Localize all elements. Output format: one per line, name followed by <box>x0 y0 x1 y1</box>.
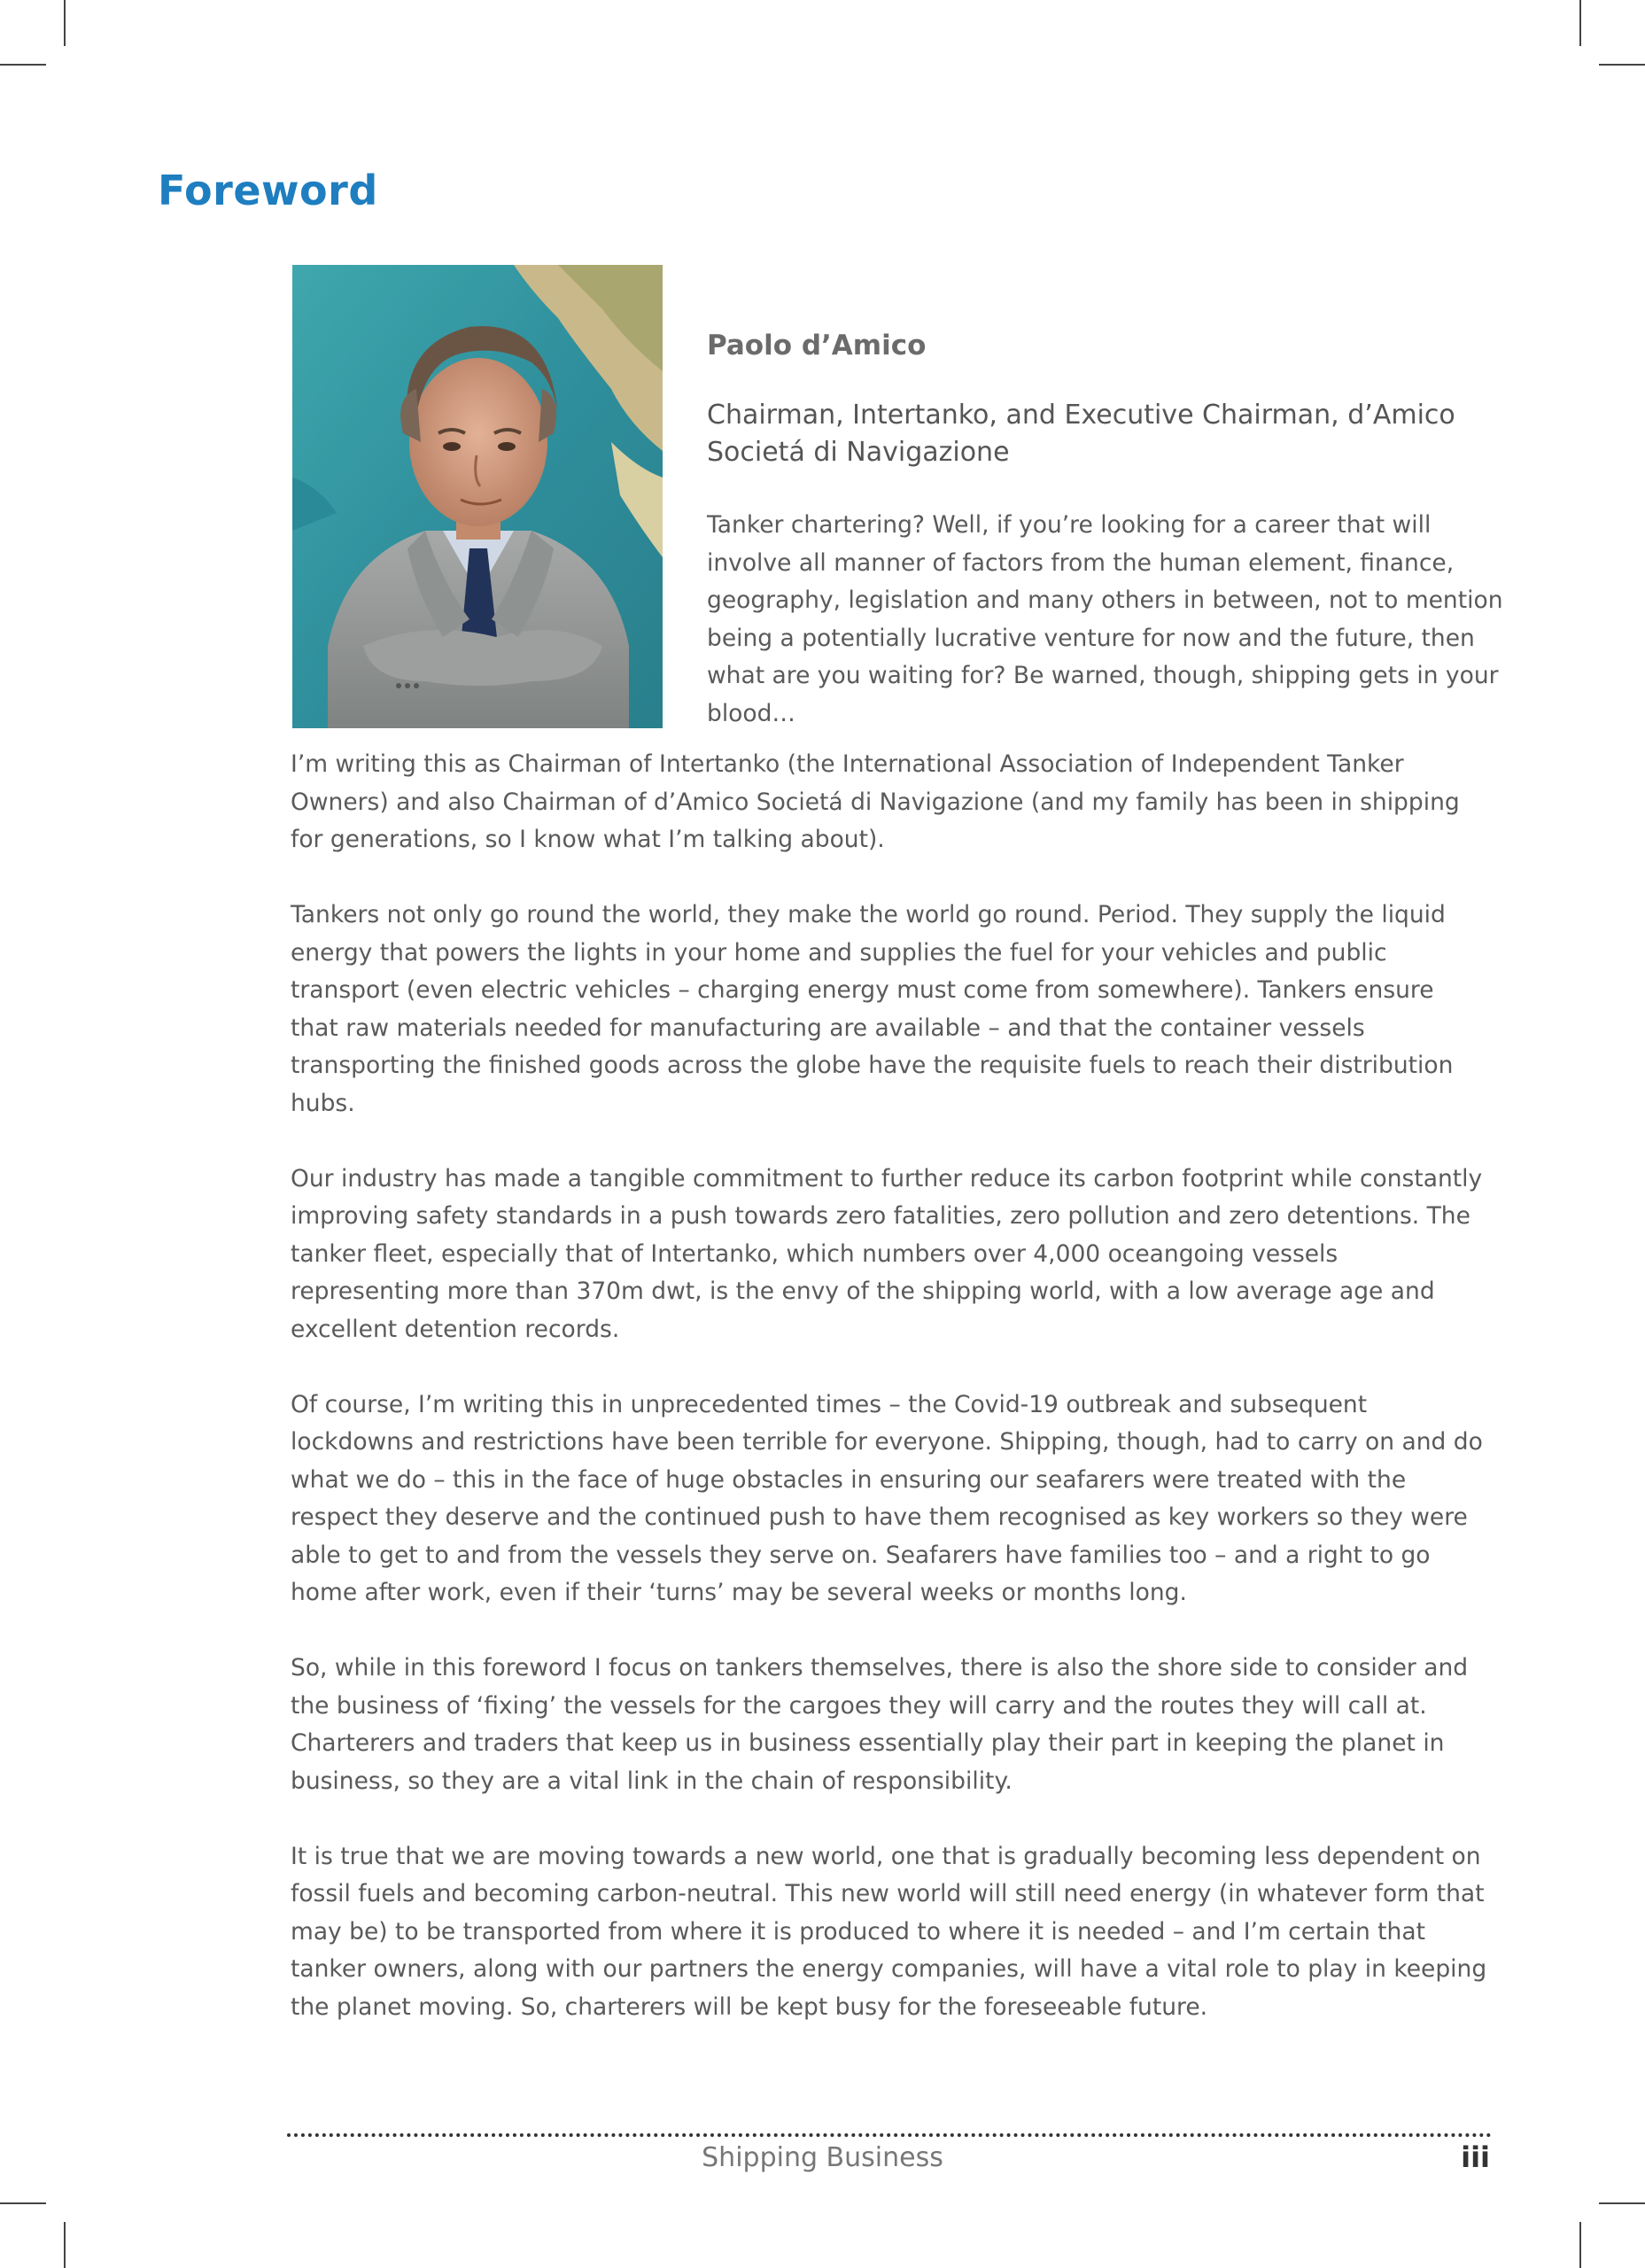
body-paragraph: So, while in this foreword I focus on tankers themselves, there is also the shore side to consider and the business of ‘fixing’ the vessels for the cargoes they will carry and the routes they will call at. Charterers and traders that keep us in business essentially play their part in keeping the planet in business, so they are a vital link in the chain of responsibility. <box>291 1654 1469 1795</box>
page-title: Foreword <box>158 167 378 214</box>
crop-mark <box>64 2222 66 2268</box>
intro-paragraph: Tanker chartering? Well, if you’re looking for a career that will involve all manner of factors from the human element, finance, geography, legislation and many others in between, not to mention being a potentially lucrative venture for now and the future, then what are you waiting for? Be warned, though, shipping gets in your blood… <box>707 511 1503 727</box>
crop-mark <box>0 64 46 66</box>
body-paragraph: I’m writing this as Chairman of Intertanko (the International Association of Independent Tanker Owners) and also Chairman of d’Amico Societá di Navigazione (and my family has been in shipping for generations, so I know what I’m talking about). <box>291 750 1460 853</box>
author-portrait <box>292 265 663 728</box>
author-name: Paolo d’Amico <box>707 330 927 361</box>
author-role: Chairman, Intertanko, and Executive Chairman, d’Amico Societá di Navigazione <box>707 400 1455 468</box>
author-block <box>707 330 1504 733</box>
body-paragraph: Our industry has made a tangible commitment to further reduce its carbon footprint while constantly improving safety standards in a push towards zero fatalities, zero pollution and zero detentions. The tanker fleet, especially that of Intertanko, which numbers over 4,000 oceangoing vessels representing more than 370m dwt, is the envy of the shipping world, with a low average age and excellent detention records. <box>291 1164 1483 1343</box>
crop-mark <box>1599 2202 1645 2204</box>
body-paragraph: Tankers not only go round the world, they make the world go round. Period. They supply the liquid energy that powers the lights in your home and supplies the fuel for your vehicles and public transport (even electric vehicles – charging energy must come from somewhere). Tankers ensure that raw materials needed for manufacturing are available – and that the container vessels transporting the finished goods across the globe have the requisite fuels to reach their distribution hubs. <box>291 901 1454 1117</box>
body-paragraph: Of course, I’m writing this in unprecedented times – the Covid-19 outbreak and subsequent lockdowns and restrictions have been terrible for everyone. Shipping, though, had to carry on and do what we do – this in the face of huge obstacles in ensuring our seafarers were treated with the respect they deserve and the continued push to have them recognised as key workers so they were able to get to and from the vessels they serve on. Seafarers have families too – and a right to go home after work, even if their ‘turns’ may be several weeks or months long. <box>291 1390 1483 1606</box>
footer-divider <box>287 2133 1492 2137</box>
crop-mark <box>64 0 66 46</box>
foreword-body <box>291 746 1488 2064</box>
crop-mark <box>1579 2222 1581 2268</box>
body-paragraph: It is true that we are moving towards a new world, one that is gradually becoming less dependent on fossil fuels and becoming carbon-neutral. This new world will still need energy (in whatever form that may be) to be transported from where it is produced to where it is needed – and I’m certain that tanker owners, along with our partners the energy companies, will have a vital role to play in keeping the planet moving. So, charterers will be kept busy for the foreseeable future. <box>291 1842 1487 2021</box>
footer-publication: Shipping Business <box>702 2142 943 2173</box>
crop-mark <box>0 2202 46 2204</box>
page-number: iii <box>1461 2140 1490 2174</box>
crop-mark <box>1599 64 1645 66</box>
crop-mark <box>1579 0 1581 46</box>
